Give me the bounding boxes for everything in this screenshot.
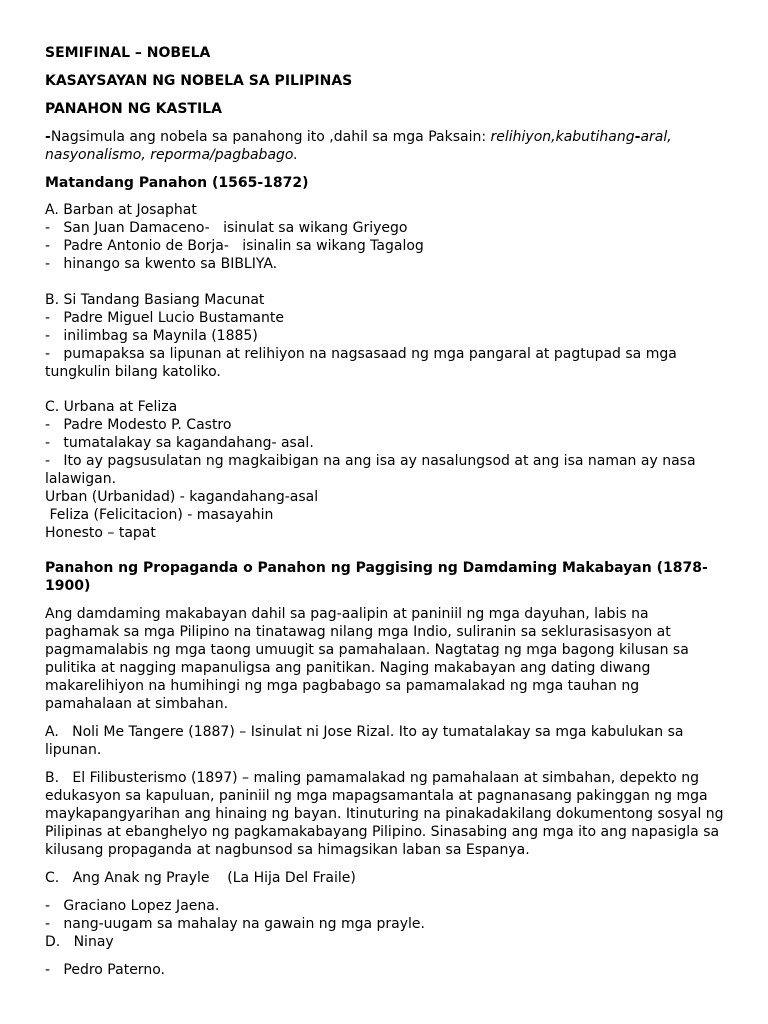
intro-text: Nagsimula ang nobela sa panahong ito ,dahil sa mga Paksain: bbox=[50, 129, 491, 145]
document-page bbox=[45, 44, 729, 979]
item-a: A. Noli Me Tangere (1887) – Isinulat ni Jose Rizal. Ito ay tumatalakay sa mga kabulukan sa lipunan. bbox=[45, 724, 688, 758]
intro-topics-2: aral, nasyonalismo, reporma/pagbabago. bbox=[45, 129, 672, 163]
item-d-line: - Pedro Paterno. bbox=[45, 962, 165, 978]
item-c: C. Ang Anak ng Prayle (La Hija Del Fraile) bbox=[45, 870, 356, 886]
intro-topics-1: relihiyon,kabutihang bbox=[490, 129, 635, 145]
novel-c-line: Honesto – tapat bbox=[45, 525, 156, 541]
document-subtitle: KASAYSAYAN NG NOBELA SA PILIPINAS bbox=[45, 73, 353, 89]
intro-dash: - bbox=[45, 129, 51, 145]
novel-c-line: - tumatalakay sa kagandahang- asal. bbox=[45, 435, 314, 451]
novel-c-line: - Ito ay pagsusulatan ng magkaibigan na ang isa ay nasalungsod at ang isa naman ay nasa lalawigan. bbox=[45, 453, 700, 487]
novel-c-line: Urban (Urbanidad) - kagandahang-asal bbox=[45, 489, 319, 505]
novel-a-line: - Padre Antonio de Borja- isinalin sa wikang Tagalog bbox=[45, 238, 424, 254]
novel-b-title: B. Si Tandang Basiang Macunat bbox=[45, 292, 265, 308]
section2-heading: Panahon ng Propaganda o Panahon ng Paggising ng Damdaming Makabayan (1878-1900) bbox=[45, 560, 708, 594]
novel-c-line: - Padre Modesto P. Castro bbox=[45, 417, 232, 433]
novel-c-line: Feliza (Felicitacion) - masayahin bbox=[45, 507, 274, 523]
item-c-line: - Graciano Lopez Jaena. bbox=[45, 898, 220, 914]
period-heading: PANAHON NG KASTILA bbox=[45, 101, 222, 117]
novel-a-line: - hinango sa kwento sa BIBLIYA. bbox=[45, 256, 278, 272]
novel-a-title: A. Barban at Josaphat bbox=[45, 202, 197, 218]
item-b: B. El Filibusterismo (1897) – maling pamamalakad ng pamahalaan at simbahan, depekto ng edukasyon sa kapuluan, paniniil ng mga mapagsamantala at pagnanasang pakinggan ng mga maykapangyarihan ang hinaing ng bayan. Itinuturing na pinakadakilang dokumentong sosyal ng Pilipinas at ebanghelyo ng pagkamakabayang Pilipino. Sinasabing ang mga ito ang napasigla sa kilusang propaganda at nagbunsod sa himagsikan laban sa Espanya. bbox=[45, 770, 729, 858]
novel-b-line: - Padre Miguel Lucio Bustamante bbox=[45, 310, 284, 326]
intro-paragraph bbox=[45, 128, 725, 164]
novel-a-line: - San Juan Damaceno- isinulat sa wikang Griyego bbox=[45, 220, 408, 236]
novel-b-line: - pumapaksa sa lipunan at relihiyon na nagsasaad ng mga pangaral at pagtupad sa mga tungkulin bilang katoliko. bbox=[45, 346, 682, 380]
item-d: D. Ninay bbox=[45, 934, 114, 950]
section1-heading: Matandang Panahon (1565-1872) bbox=[45, 175, 309, 191]
novel-b-line: - inilimbag sa Maynila (1885) bbox=[45, 328, 258, 344]
intro-dash-2: - bbox=[634, 129, 641, 145]
item-c-line: - nang-uugam sa mahalay na gawain ng mga prayle. bbox=[45, 916, 425, 932]
novel-c-title: C. Urbana at Feliza bbox=[45, 399, 178, 415]
document-title: SEMIFINAL – NOBELA bbox=[45, 45, 211, 61]
section2-paragraph: Ang damdaming makabayan dahil sa pag-aalipin at paniniil ng mga dayuhan, labis na paghamak sa mga Pilipino na tinatawag nilang mga Indio, suliranin sa seklurasisasyon at pagmamalabis ng mga taong umuugit sa pamahalaan. Nagtatag ng mga bagong kilusan sa pulitika at nagging mapanuligsa ang panitikan. Naging makabayan ang dating diwang makarelihiyon na humihingi ng mga pagbabago sa pamamalakad ng mga tauhan ng pamahalaan at simbahan. bbox=[45, 606, 689, 712]
